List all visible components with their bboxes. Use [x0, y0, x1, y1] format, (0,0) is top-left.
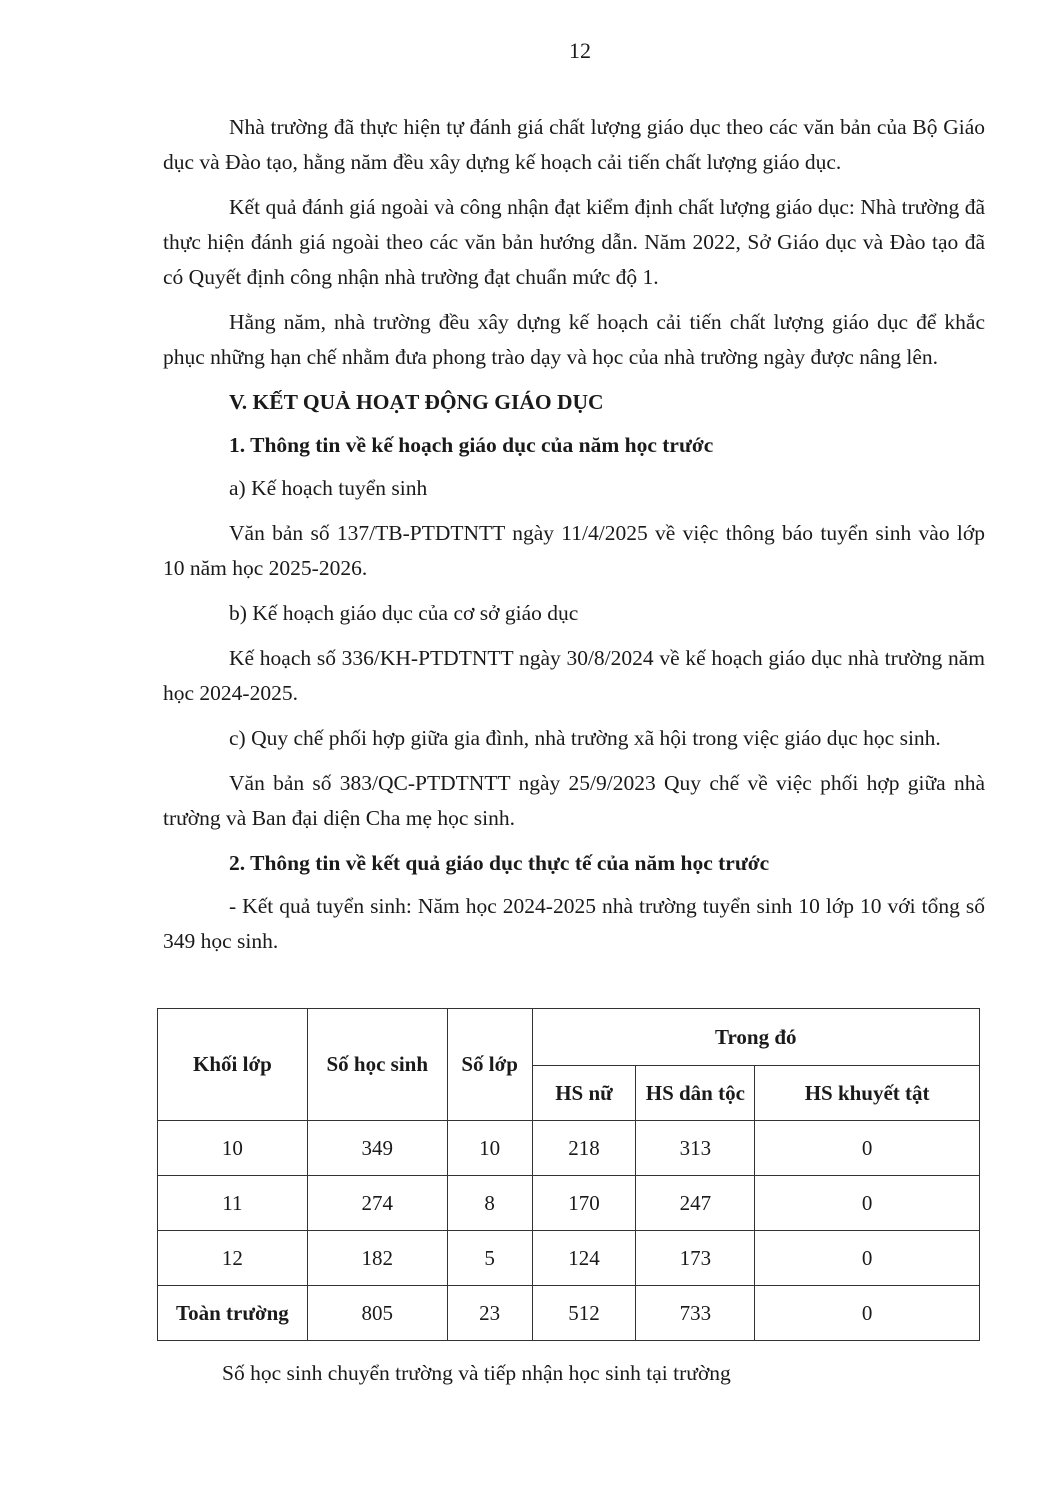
cell-classes: 8 — [447, 1176, 532, 1231]
cell-ethnic: 247 — [636, 1176, 755, 1231]
cell-grade: 10 — [158, 1121, 308, 1176]
cell-classes: 5 — [447, 1231, 532, 1286]
table-header-row — [158, 1009, 980, 1066]
enrollment-table — [157, 1008, 980, 1341]
cell-disabled: 0 — [755, 1121, 980, 1176]
header-classes: Số lớp — [447, 1009, 532, 1121]
item-a-title: a) Kế hoạch tuyển sinh — [229, 476, 428, 500]
cell-grade: 11 — [158, 1176, 308, 1231]
paragraph-improvement-plan: Hằng năm, nhà trường đều xây dựng kế hoạch cải tiến chất lượng giáo dục để khắc phục những hạn chế nhằm đưa phong trào dạy và học của nhà trường ngày được nâng lên. — [163, 310, 985, 369]
section-v-title: V. KẾT QUẢ HOẠT ĐỘNG GIÁO DỤC — [229, 390, 604, 414]
table-row — [158, 1121, 980, 1176]
cell-ethnic: 173 — [636, 1231, 755, 1286]
table-row — [158, 1176, 980, 1231]
header-of-which: Trong đó — [532, 1009, 979, 1066]
cell-students: 805 — [307, 1286, 447, 1341]
cell-female: 512 — [532, 1286, 636, 1341]
document-body — [163, 110, 985, 969]
enrollment-text: - Kết quả tuyển sinh: Năm học 2024-2025 nhà trường tuyển sinh 10 lớp 10 với tổng số 349 học sinh. — [163, 894, 985, 953]
item-b-title: b) Kế hoạch giáo dục của cơ sở giáo dục — [229, 601, 579, 625]
section-1-title: 1. Thông tin về kế hoạch giáo dục của năm học trước — [229, 433, 714, 457]
header-students: Số học sinh — [307, 1009, 447, 1121]
header-disabled: HS khuyết tật — [755, 1066, 980, 1121]
paragraph-external-evaluation: Kết quả đánh giá ngoài và công nhận đạt kiểm định chất lượng giáo dục: Nhà trường đã thực hiện đánh giá ngoài theo các văn bản hướng dẫn. Năm 2022, Sở Giáo dục và Đào tạo đã có Quyết định công nhận nhà trường đạt chuẩn mức độ 1. — [163, 195, 985, 289]
cell-grade-total: Toàn trường — [158, 1286, 308, 1341]
header-grade: Khối lớp — [158, 1009, 308, 1121]
cell-disabled: 0 — [755, 1286, 980, 1341]
item-b-text: Kế hoạch số 336/KH-PTDTNTT ngày 30/8/2024 về kế hoạch giáo dục nhà trường năm học 2024-2025. — [163, 646, 985, 705]
cell-female: 170 — [532, 1176, 636, 1231]
page-number: 12 — [569, 38, 591, 63]
paragraph-self-assessment: Nhà trường đã thực hiện tự đánh giá chất lượng giáo dục theo các văn bản của Bộ Giáo dục và Đào tạo, hằng năm đều xây dựng kế hoạch cải tiến chất lượng giáo dục. — [163, 115, 985, 174]
item-c-text: Văn bản số 383/QC-PTDTNTT ngày 25/9/2023 Quy chế về việc phối hợp giữa nhà trường và Ban đại diện Cha mẹ học sinh. — [163, 771, 985, 830]
item-a-text: Văn bản số 137/TB-PTDTNTT ngày 11/4/2025 về việc thông báo tuyển sinh vào lớp 10 năm học 2025-2026. — [163, 521, 985, 580]
table-total-row — [158, 1286, 980, 1341]
cell-female: 124 — [532, 1231, 636, 1286]
table-row — [158, 1231, 980, 1286]
cell-students: 274 — [307, 1176, 447, 1231]
section-2-title: 2. Thông tin về kết quả giáo dục thực tế của năm học trước — [229, 851, 770, 875]
cell-disabled: 0 — [755, 1176, 980, 1231]
cell-students: 349 — [307, 1121, 447, 1176]
cell-classes: 10 — [447, 1121, 532, 1176]
transfer-students-text: Số học sinh chuyển trường và tiếp nhận học sinh tại trường — [222, 1361, 731, 1385]
cell-grade: 12 — [158, 1231, 308, 1286]
item-c-title: c) Quy chế phối hợp giữa gia đình, nhà trường xã hội trong việc giáo dục học sinh. — [229, 726, 941, 750]
cell-classes: 23 — [447, 1286, 532, 1341]
cell-students: 182 — [307, 1231, 447, 1286]
cell-ethnic: 313 — [636, 1121, 755, 1176]
cell-disabled: 0 — [755, 1231, 980, 1286]
cell-ethnic: 733 — [636, 1286, 755, 1341]
header-female: HS nữ — [532, 1066, 636, 1121]
header-ethnic: HS dân tộc — [636, 1066, 755, 1121]
cell-female: 218 — [532, 1121, 636, 1176]
